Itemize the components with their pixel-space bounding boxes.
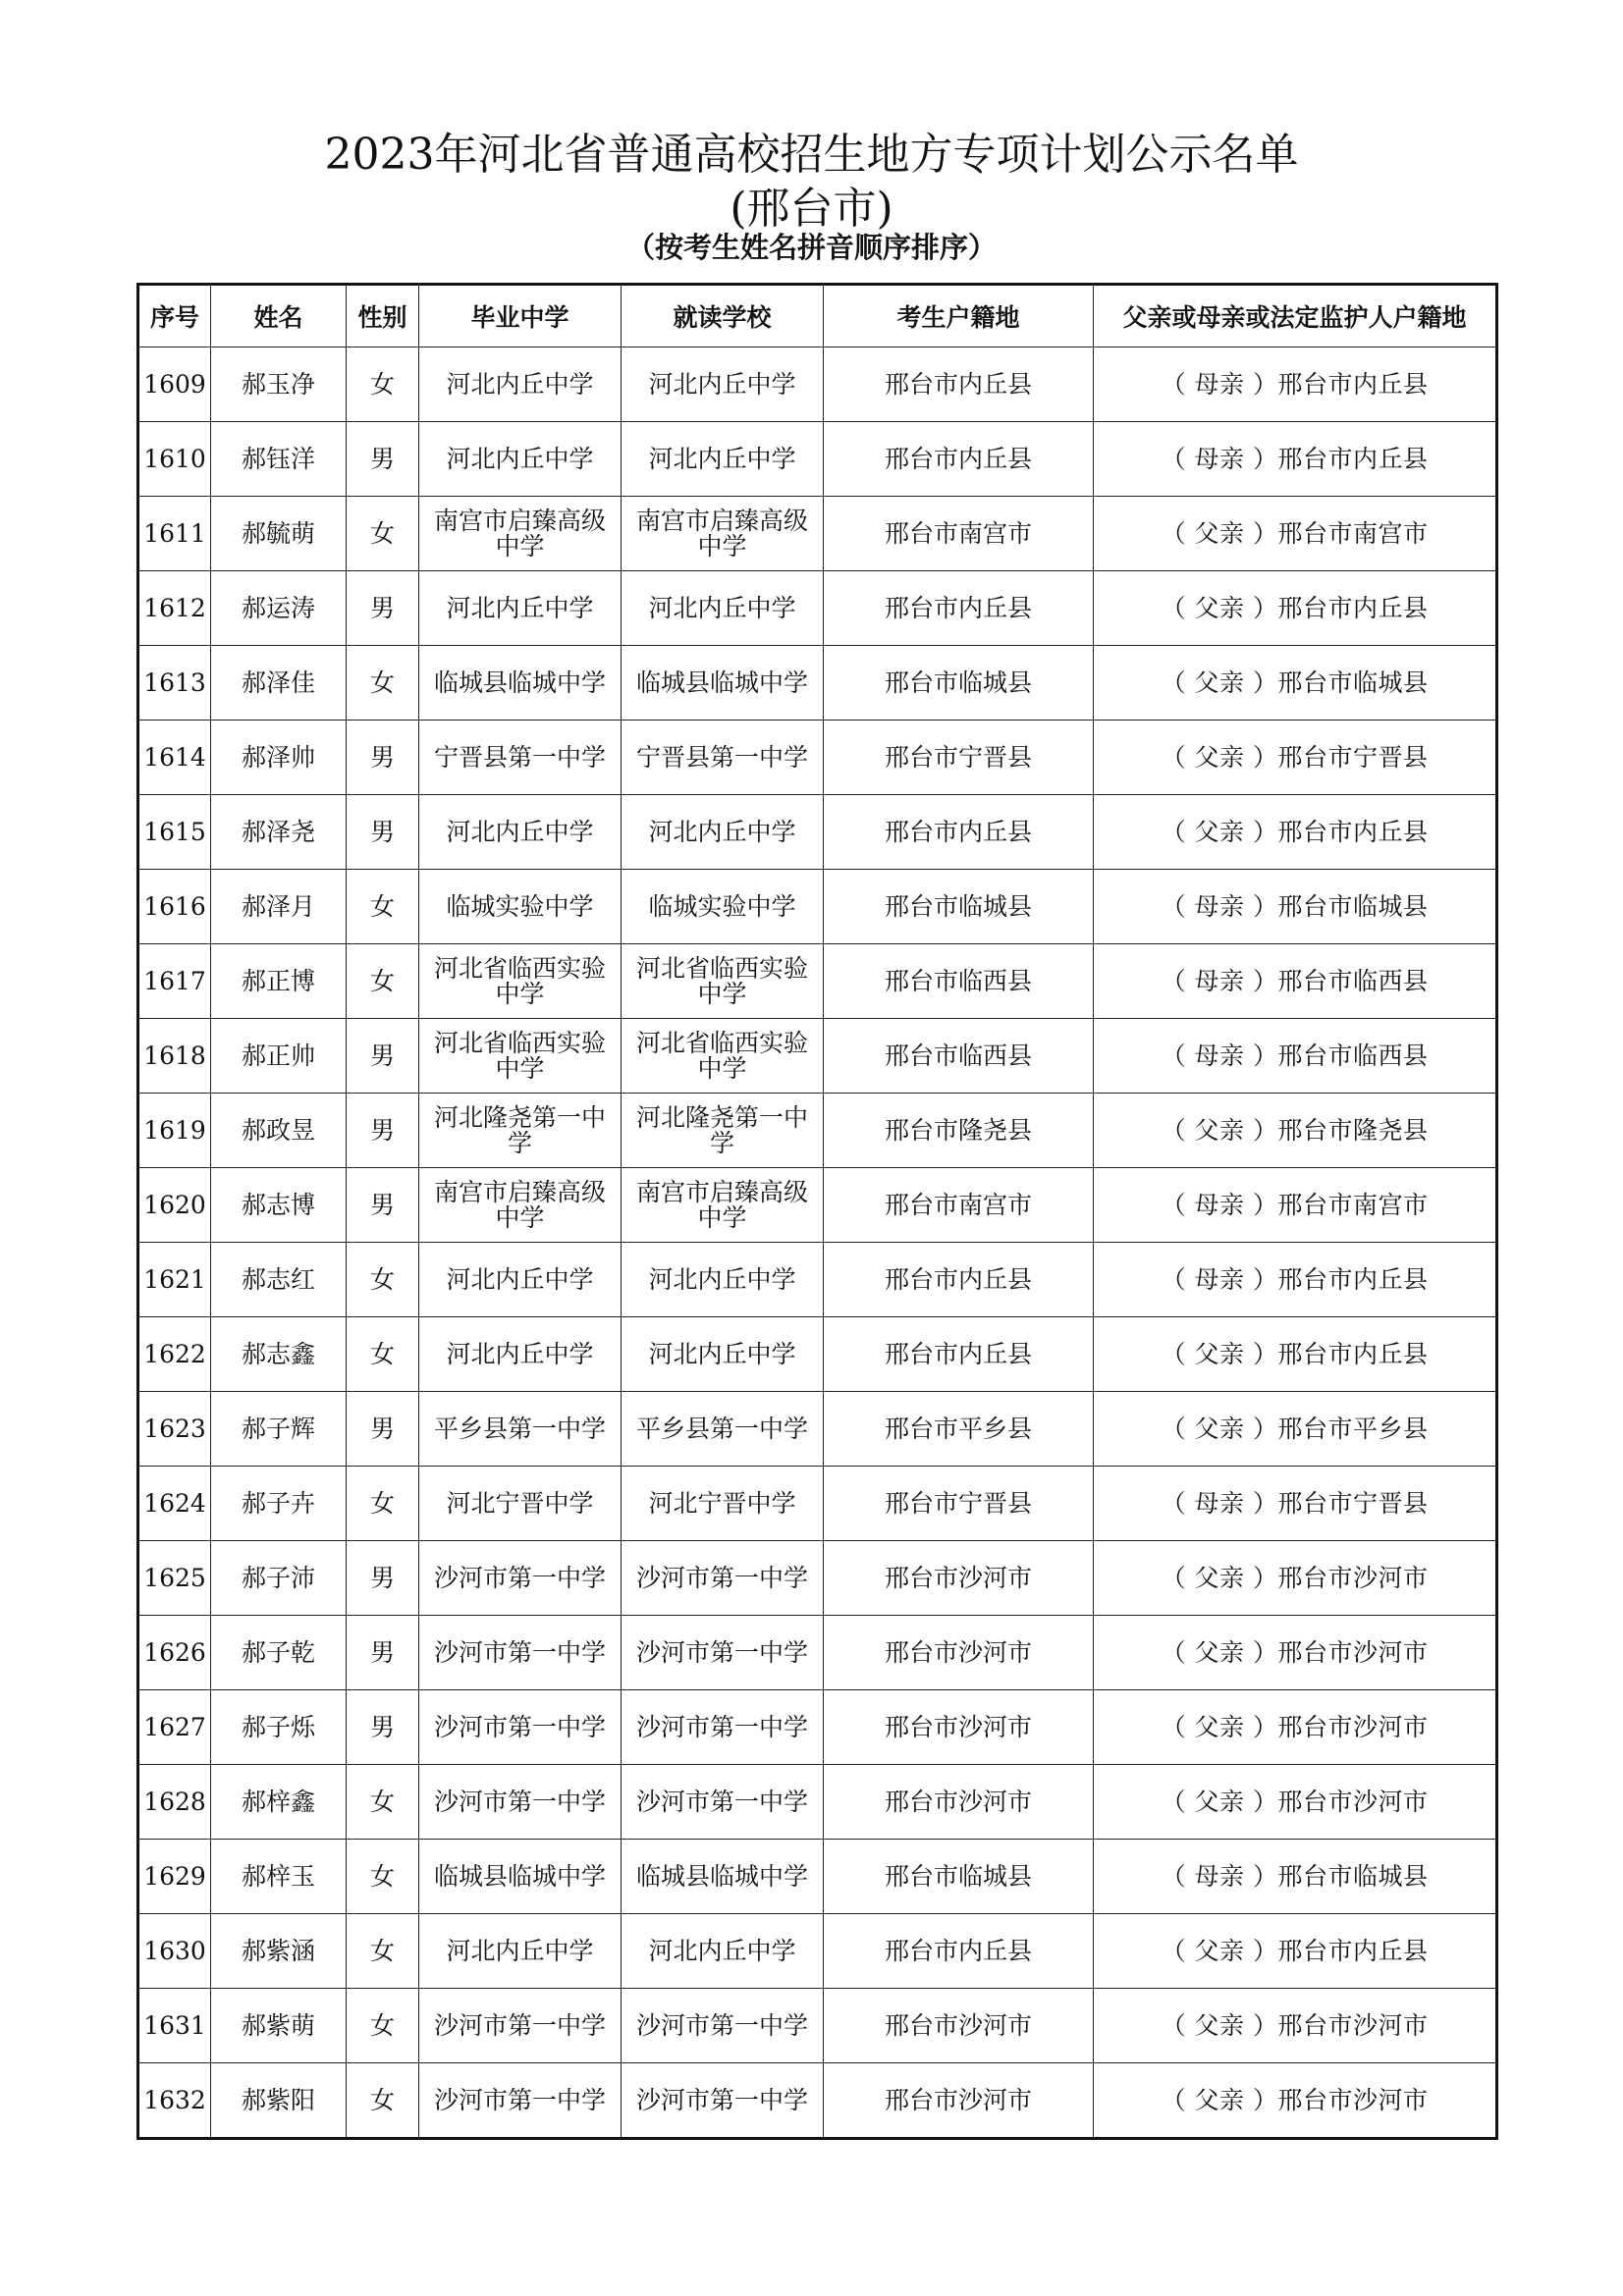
cell-name: 郝毓萌 bbox=[211, 497, 347, 571]
cell-student-household: 邢台市内丘县 bbox=[824, 1317, 1094, 1392]
cell-graduation-school bbox=[419, 1392, 622, 1467]
cell-student-household: 邢台市临城县 bbox=[824, 646, 1094, 721]
cell-graduation-school bbox=[419, 944, 622, 1019]
cell-serial-number: 1619 bbox=[138, 1094, 211, 1168]
cell-serial-number: 1614 bbox=[138, 721, 211, 795]
cell-student-household: 邢台市内丘县 bbox=[824, 1243, 1094, 1317]
document-city: (邢台市) bbox=[730, 184, 893, 234]
cell-student-household: 邢台市内丘县 bbox=[824, 1914, 1094, 1989]
table-row bbox=[138, 1094, 1497, 1168]
school-text: 临城实验中学 bbox=[446, 891, 594, 921]
table-row bbox=[138, 870, 1497, 944]
cell-gender: 男 bbox=[347, 795, 419, 870]
cell-current-school bbox=[622, 1168, 824, 1243]
cell-guardian-household: （ 父亲 ）邢台市沙河市 bbox=[1094, 1541, 1497, 1616]
cell-graduation-school bbox=[419, 721, 622, 795]
table-row bbox=[138, 646, 1497, 721]
cell-serial-number: 1626 bbox=[138, 1616, 211, 1690]
cell-student-household: 邢台市沙河市 bbox=[824, 1541, 1094, 1616]
school-text: 河北内丘中学 bbox=[648, 369, 796, 399]
cell-name: 郝子辉 bbox=[211, 1392, 347, 1467]
cell-student-household: 邢台市内丘县 bbox=[824, 347, 1094, 422]
cell-serial-number: 1612 bbox=[138, 571, 211, 646]
cell-current-school bbox=[622, 2063, 824, 2139]
cell-name: 郝紫萌 bbox=[211, 1989, 347, 2063]
roster-table bbox=[136, 283, 1498, 2140]
cell-guardian-household: （ 母亲 ）邢台市临西县 bbox=[1094, 944, 1497, 1019]
cell-guardian-household: （ 父亲 ）邢台市沙河市 bbox=[1094, 1616, 1497, 1690]
school-text: 河北隆尧第一中学 bbox=[433, 1102, 606, 1157]
cell-graduation-school bbox=[419, 1317, 622, 1392]
table-row bbox=[138, 1392, 1497, 1467]
school-text: 沙河市第一中学 bbox=[433, 1637, 606, 1667]
cell-serial-number: 1627 bbox=[138, 1690, 211, 1765]
table-row bbox=[138, 1690, 1497, 1765]
school-text: 临城县临城中学 bbox=[433, 1861, 606, 1891]
table-row bbox=[138, 1467, 1497, 1541]
cell-graduation-school bbox=[419, 422, 622, 497]
cell-gender: 女 bbox=[347, 1914, 419, 1989]
school-text: 沙河市第一中学 bbox=[635, 1637, 808, 1667]
cell-graduation-school bbox=[419, 347, 622, 422]
cell-current-school bbox=[622, 944, 824, 1019]
cell-gender: 男 bbox=[347, 1616, 419, 1690]
cell-graduation-school bbox=[419, 1541, 622, 1616]
table-row bbox=[138, 347, 1497, 422]
cell-graduation-school bbox=[419, 1765, 622, 1840]
table-header bbox=[138, 285, 1497, 347]
table-row bbox=[138, 497, 1497, 571]
table-row bbox=[138, 1541, 1497, 1616]
cell-serial-number: 1623 bbox=[138, 1392, 211, 1467]
school-text: 南宫市启臻高级中学 bbox=[635, 506, 808, 561]
cell-gender: 男 bbox=[347, 1019, 419, 1094]
school-text: 南宫市启臻高级中学 bbox=[433, 1177, 606, 1232]
cell-name: 郝玉净 bbox=[211, 347, 347, 422]
cell-student-household: 邢台市平乡县 bbox=[824, 1392, 1094, 1467]
cell-serial-number: 1610 bbox=[138, 422, 211, 497]
cell-serial-number: 1624 bbox=[138, 1467, 211, 1541]
cell-serial-number: 1613 bbox=[138, 646, 211, 721]
school-text: 沙河市第一中学 bbox=[635, 1563, 808, 1592]
cell-current-school bbox=[622, 870, 824, 944]
cell-name: 郝志鑫 bbox=[211, 1317, 347, 1392]
cell-guardian-household: （ 父亲 ）邢台市内丘县 bbox=[1094, 1317, 1497, 1392]
cell-student-household: 邢台市临西县 bbox=[824, 1019, 1094, 1094]
cell-gender: 女 bbox=[347, 944, 419, 1019]
school-text: 河北省临西实验中学 bbox=[635, 953, 808, 1008]
cell-graduation-school bbox=[419, 795, 622, 870]
school-text: 宁晋县第一中学 bbox=[635, 742, 808, 772]
school-text: 河北内丘中学 bbox=[648, 1264, 796, 1294]
school-text: 河北内丘中学 bbox=[446, 369, 594, 399]
cell-serial-number: 1625 bbox=[138, 1541, 211, 1616]
cell-student-household: 邢台市南宫市 bbox=[824, 497, 1094, 571]
cell-student-household: 邢台市沙河市 bbox=[824, 1989, 1094, 2063]
cell-serial-number: 1630 bbox=[138, 1914, 211, 1989]
school-text: 河北宁晋中学 bbox=[446, 1488, 594, 1518]
cell-gender: 女 bbox=[347, 1467, 419, 1541]
school-text: 沙河市第一中学 bbox=[433, 1563, 606, 1592]
cell-guardian-household: （ 母亲 ）邢台市宁晋县 bbox=[1094, 1467, 1497, 1541]
cell-student-household: 邢台市内丘县 bbox=[824, 422, 1094, 497]
school-text: 临城实验中学 bbox=[648, 891, 796, 921]
cell-name: 郝梓玉 bbox=[211, 1840, 347, 1914]
cell-graduation-school bbox=[419, 1989, 622, 2063]
cell-serial-number: 1629 bbox=[138, 1840, 211, 1914]
cell-serial-number: 1611 bbox=[138, 497, 211, 571]
cell-current-school bbox=[622, 1392, 824, 1467]
cell-name: 郝紫涵 bbox=[211, 1914, 347, 1989]
cell-serial-number: 1622 bbox=[138, 1317, 211, 1392]
header-gender: 性别 bbox=[347, 285, 419, 347]
school-text: 河北内丘中学 bbox=[446, 1264, 594, 1294]
cell-graduation-school bbox=[419, 870, 622, 944]
header-student-household: 考生户籍地 bbox=[824, 285, 1094, 347]
cell-current-school bbox=[622, 721, 824, 795]
cell-guardian-household: （ 母亲 ）邢台市临城县 bbox=[1094, 1840, 1497, 1914]
cell-graduation-school bbox=[419, 2063, 622, 2139]
table-row bbox=[138, 1989, 1497, 2063]
cell-name: 郝子沛 bbox=[211, 1541, 347, 1616]
cell-gender: 女 bbox=[347, 497, 419, 571]
cell-serial-number: 1621 bbox=[138, 1243, 211, 1317]
school-text: 河北内丘中学 bbox=[648, 444, 796, 473]
school-text: 临城县临城中学 bbox=[635, 1861, 808, 1891]
school-text: 宁晋县第一中学 bbox=[433, 742, 606, 772]
cell-gender: 男 bbox=[347, 1541, 419, 1616]
header-current-school: 就读学校 bbox=[622, 285, 824, 347]
cell-name: 郝运涛 bbox=[211, 571, 347, 646]
cell-current-school bbox=[622, 1467, 824, 1541]
cell-guardian-household: （ 父亲 ）邢台市临城县 bbox=[1094, 646, 1497, 721]
document-title: 2023年河北省普通高校招生地方专项计划公示名单 bbox=[324, 130, 1299, 180]
table-row bbox=[138, 1840, 1497, 1914]
cell-student-household: 邢台市沙河市 bbox=[824, 1690, 1094, 1765]
cell-graduation-school bbox=[419, 497, 622, 571]
cell-gender: 女 bbox=[347, 1765, 419, 1840]
cell-graduation-school bbox=[419, 1019, 622, 1094]
cell-serial-number: 1628 bbox=[138, 1765, 211, 1840]
school-text: 河北内丘中学 bbox=[648, 593, 796, 622]
header-guardian-household: 父亲或母亲或法定监护人户籍地 bbox=[1094, 285, 1497, 347]
school-text: 沙河市第一中学 bbox=[433, 2010, 606, 2040]
table-row bbox=[138, 721, 1497, 795]
table-row bbox=[138, 1019, 1497, 1094]
cell-graduation-school bbox=[419, 1094, 622, 1168]
school-text: 沙河市第一中学 bbox=[635, 2010, 808, 2040]
cell-serial-number: 1618 bbox=[138, 1019, 211, 1094]
cell-name: 郝子乾 bbox=[211, 1616, 347, 1690]
cell-student-household: 邢台市临城县 bbox=[824, 1840, 1094, 1914]
header-serial-number: 序号 bbox=[138, 285, 211, 347]
school-text: 沙河市第一中学 bbox=[635, 2085, 808, 2114]
cell-gender: 男 bbox=[347, 422, 419, 497]
cell-name: 郝子烁 bbox=[211, 1690, 347, 1765]
school-text: 临城县临城中学 bbox=[433, 667, 606, 697]
school-text: 河北内丘中学 bbox=[446, 593, 594, 622]
table-row bbox=[138, 422, 1497, 497]
cell-current-school bbox=[622, 1765, 824, 1840]
cell-name: 郝泽帅 bbox=[211, 721, 347, 795]
cell-name: 郝子卉 bbox=[211, 1467, 347, 1541]
table-row bbox=[138, 2063, 1497, 2139]
cell-graduation-school bbox=[419, 646, 622, 721]
school-text: 河北内丘中学 bbox=[446, 1936, 594, 1965]
school-text: 南宫市启臻高级中学 bbox=[433, 506, 606, 561]
school-text: 平乡县第一中学 bbox=[433, 1414, 606, 1443]
cell-gender: 女 bbox=[347, 646, 419, 721]
cell-student-household: 邢台市沙河市 bbox=[824, 1616, 1094, 1690]
cell-guardian-household: （ 母亲 ）邢台市临城县 bbox=[1094, 870, 1497, 944]
cell-current-school bbox=[622, 646, 824, 721]
cell-graduation-school bbox=[419, 571, 622, 646]
cell-gender: 男 bbox=[347, 1690, 419, 1765]
cell-student-household: 邢台市隆尧县 bbox=[824, 1094, 1094, 1168]
cell-serial-number: 1632 bbox=[138, 2063, 211, 2139]
cell-current-school bbox=[622, 1541, 824, 1616]
cell-guardian-household: （ 父亲 ）邢台市沙河市 bbox=[1094, 2063, 1497, 2139]
cell-guardian-household: （ 父亲 ）邢台市平乡县 bbox=[1094, 1392, 1497, 1467]
table-row bbox=[138, 944, 1497, 1019]
cell-current-school bbox=[622, 1243, 824, 1317]
school-text: 沙河市第一中学 bbox=[635, 1787, 808, 1816]
cell-graduation-school bbox=[419, 1690, 622, 1765]
cell-guardian-household: （ 父亲 ）邢台市内丘县 bbox=[1094, 1914, 1497, 1989]
cell-serial-number: 1615 bbox=[138, 795, 211, 870]
cell-gender: 男 bbox=[347, 721, 419, 795]
school-text: 河北内丘中学 bbox=[648, 1936, 796, 1965]
cell-guardian-household: （ 父亲 ）邢台市隆尧县 bbox=[1094, 1094, 1497, 1168]
cell-name: 郝正帅 bbox=[211, 1019, 347, 1094]
cell-name: 郝志红 bbox=[211, 1243, 347, 1317]
cell-student-household: 邢台市南宫市 bbox=[824, 1168, 1094, 1243]
school-text: 河北省临西实验中学 bbox=[635, 1028, 808, 1083]
cell-graduation-school bbox=[419, 1243, 622, 1317]
cell-gender: 男 bbox=[347, 1392, 419, 1467]
cell-guardian-household: （ 母亲 ）邢台市临西县 bbox=[1094, 1019, 1497, 1094]
cell-serial-number: 1616 bbox=[138, 870, 211, 944]
cell-serial-number: 1620 bbox=[138, 1168, 211, 1243]
cell-name: 郝紫阳 bbox=[211, 2063, 347, 2139]
table-row bbox=[138, 1914, 1497, 1989]
cell-gender: 女 bbox=[347, 1317, 419, 1392]
cell-current-school bbox=[622, 497, 824, 571]
cell-current-school bbox=[622, 1094, 824, 1168]
school-text: 河北内丘中学 bbox=[446, 444, 594, 473]
table-row bbox=[138, 1616, 1497, 1690]
cell-gender: 女 bbox=[347, 1989, 419, 2063]
header-graduation-school: 毕业中学 bbox=[419, 285, 622, 347]
cell-name: 郝泽佳 bbox=[211, 646, 347, 721]
cell-guardian-household: （ 母亲 ）邢台市内丘县 bbox=[1094, 422, 1497, 497]
cell-name: 郝钰洋 bbox=[211, 422, 347, 497]
table-row bbox=[138, 795, 1497, 870]
school-text: 沙河市第一中学 bbox=[433, 1712, 606, 1741]
cell-guardian-household: （ 父亲 ）邢台市沙河市 bbox=[1094, 1765, 1497, 1840]
school-text: 平乡县第一中学 bbox=[635, 1414, 808, 1443]
table-row bbox=[138, 1765, 1497, 1840]
cell-student-household: 邢台市沙河市 bbox=[824, 2063, 1094, 2139]
cell-guardian-household: （ 父亲 ）邢台市宁晋县 bbox=[1094, 721, 1497, 795]
cell-gender: 男 bbox=[347, 571, 419, 646]
table-row bbox=[138, 1168, 1497, 1243]
cell-student-household: 邢台市宁晋县 bbox=[824, 1467, 1094, 1541]
cell-guardian-household: （ 母亲 ）邢台市内丘县 bbox=[1094, 347, 1497, 422]
cell-current-school bbox=[622, 1690, 824, 1765]
cell-gender: 男 bbox=[347, 1168, 419, 1243]
school-text: 河北隆尧第一中学 bbox=[635, 1102, 808, 1157]
cell-guardian-household: （ 母亲 ）邢台市内丘县 bbox=[1094, 1243, 1497, 1317]
school-text: 河北宁晋中学 bbox=[648, 1488, 796, 1518]
cell-student-household: 邢台市宁晋县 bbox=[824, 721, 1094, 795]
school-text: 河北内丘中学 bbox=[648, 817, 796, 846]
cell-guardian-household: （ 父亲 ）邢台市内丘县 bbox=[1094, 795, 1497, 870]
cell-current-school bbox=[622, 1840, 824, 1914]
cell-name: 郝泽月 bbox=[211, 870, 347, 944]
cell-current-school bbox=[622, 571, 824, 646]
cell-name: 郝正博 bbox=[211, 944, 347, 1019]
cell-gender: 女 bbox=[347, 1840, 419, 1914]
cell-gender: 男 bbox=[347, 1094, 419, 1168]
table-row bbox=[138, 571, 1497, 646]
cell-guardian-household: （ 父亲 ）邢台市沙河市 bbox=[1094, 1989, 1497, 2063]
school-text: 河北省临西实验中学 bbox=[433, 953, 606, 1008]
cell-serial-number: 1631 bbox=[138, 1989, 211, 2063]
cell-current-school bbox=[622, 1317, 824, 1392]
cell-current-school bbox=[622, 1616, 824, 1690]
header-row bbox=[138, 285, 1497, 347]
cell-gender: 女 bbox=[347, 2063, 419, 2139]
header-name: 姓名 bbox=[211, 285, 347, 347]
table-row bbox=[138, 1243, 1497, 1317]
cell-guardian-household: （ 父亲 ）邢台市内丘县 bbox=[1094, 571, 1497, 646]
school-text: 沙河市第一中学 bbox=[433, 1787, 606, 1816]
school-text: 河北省临西实验中学 bbox=[433, 1028, 606, 1083]
cell-gender: 女 bbox=[347, 347, 419, 422]
cell-current-school bbox=[622, 347, 824, 422]
cell-gender: 女 bbox=[347, 870, 419, 944]
cell-gender: 女 bbox=[347, 1243, 419, 1317]
cell-name: 郝泽尧 bbox=[211, 795, 347, 870]
cell-graduation-school bbox=[419, 1616, 622, 1690]
table-row bbox=[138, 1317, 1497, 1392]
cell-graduation-school bbox=[419, 1840, 622, 1914]
school-text: 沙河市第一中学 bbox=[635, 1712, 808, 1741]
table-body bbox=[138, 347, 1497, 2139]
cell-graduation-school bbox=[419, 1168, 622, 1243]
cell-student-household: 邢台市内丘县 bbox=[824, 795, 1094, 870]
school-text: 临城县临城中学 bbox=[635, 667, 808, 697]
cell-guardian-household: （ 父亲 ）邢台市南宫市 bbox=[1094, 497, 1497, 571]
cell-name: 郝政昱 bbox=[211, 1094, 347, 1168]
cell-current-school bbox=[622, 1019, 824, 1094]
cell-current-school bbox=[622, 795, 824, 870]
cell-student-household: 邢台市临城县 bbox=[824, 870, 1094, 944]
cell-guardian-household: （ 父亲 ）邢台市沙河市 bbox=[1094, 1690, 1497, 1765]
cell-student-household: 邢台市沙河市 bbox=[824, 1765, 1094, 1840]
cell-guardian-household: （ 母亲 ）邢台市南宫市 bbox=[1094, 1168, 1497, 1243]
school-text: 南宫市启臻高级中学 bbox=[635, 1177, 808, 1232]
cell-serial-number: 1617 bbox=[138, 944, 211, 1019]
cell-graduation-school bbox=[419, 1914, 622, 1989]
school-text: 河北内丘中学 bbox=[648, 1339, 796, 1368]
cell-student-household: 邢台市临西县 bbox=[824, 944, 1094, 1019]
cell-student-household: 邢台市内丘县 bbox=[824, 571, 1094, 646]
cell-name: 郝梓鑫 bbox=[211, 1765, 347, 1840]
cell-current-school bbox=[622, 1989, 824, 2063]
school-text: 河北内丘中学 bbox=[446, 1339, 594, 1368]
cell-current-school bbox=[622, 422, 824, 497]
school-text: 沙河市第一中学 bbox=[433, 2085, 606, 2114]
school-text: 河北内丘中学 bbox=[446, 817, 594, 846]
cell-current-school bbox=[622, 1914, 824, 1989]
cell-graduation-school bbox=[419, 1467, 622, 1541]
cell-serial-number: 1609 bbox=[138, 347, 211, 422]
cell-name: 郝志博 bbox=[211, 1168, 347, 1243]
sort-note: （按考生姓名拼音顺序排序） bbox=[625, 231, 997, 264]
